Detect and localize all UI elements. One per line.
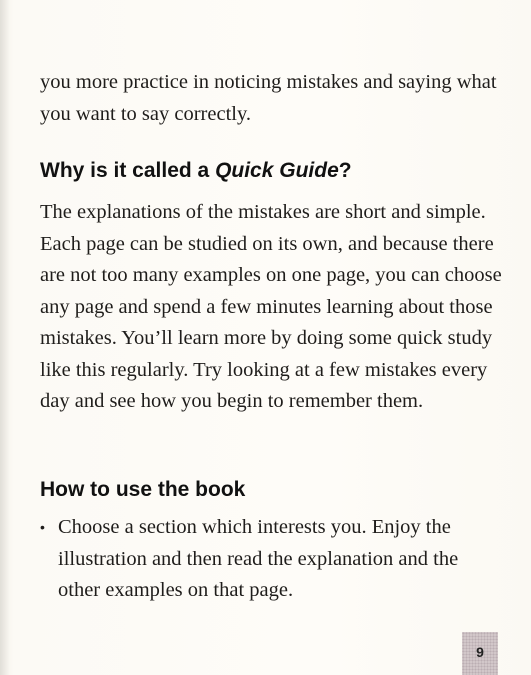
heading-text-italic: Quick Guide xyxy=(215,159,339,182)
heading-text-end: ? xyxy=(338,159,352,182)
intro-paragraph: you more practice in noticing mistakes and saying what you want to say correctly. xyxy=(40,71,497,125)
spine-shadow xyxy=(0,0,10,675)
quick-guide-paragraph: The explanations of the mistakes are short and simple. Each page can be studied on its own, and because there are not too many examples on one page, you can choose any page and spend a few minutes learning about those mistakes. You’ll learn more by doing some quick study like this regularly. Try looking at a few mistakes every day and see how you begin to remember them. xyxy=(40,201,502,412)
page-number-box xyxy=(462,632,498,675)
list-item xyxy=(40,512,500,607)
list-item-text: Choose a section which interests you. Enjoy the illustration and then read the explanation and the other examples on that page. xyxy=(58,516,459,601)
page-number: 9 xyxy=(476,644,484,660)
section-heading-quick-guide xyxy=(40,159,352,183)
section-heading-how-to-use: How to use the book xyxy=(40,478,246,501)
how-to-use-list xyxy=(40,512,500,607)
bullet-icon: • xyxy=(40,519,45,535)
heading-text-start: Why is it called a xyxy=(40,159,216,182)
